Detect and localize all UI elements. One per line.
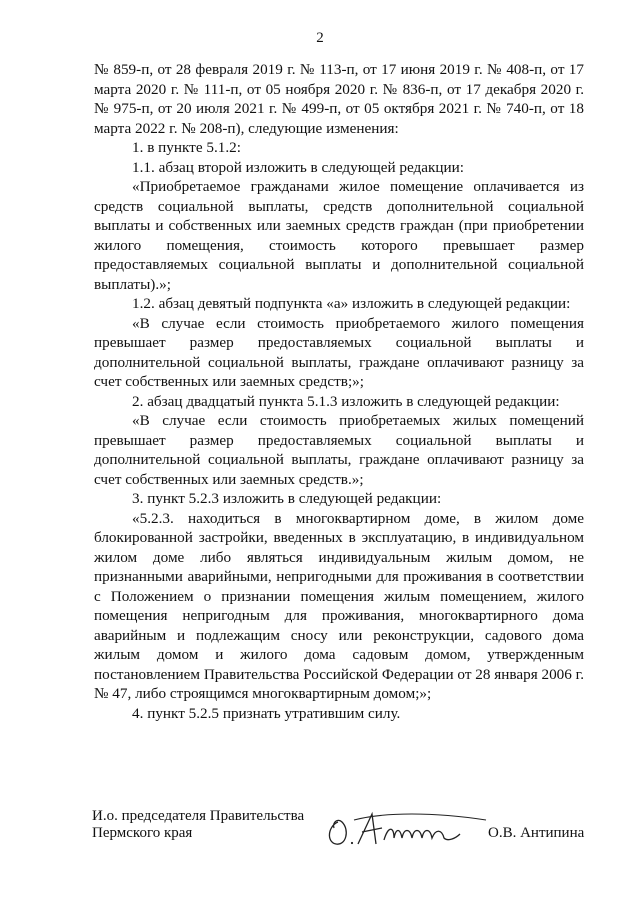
paragraph-quote-1-1: «Приобретаемое гражданами жилое помещение оплачивается из средств социальной выплаты, средств дополнительной социальной выплаты и собственных или заемных средств граждан (при приобретении жилого помещения, стоимость которого превышает размер предоставляемых социальной выплаты и дополнительной социальной выплаты).»; <box>94 178 584 293</box>
paragraph-quote-1-2: «В случае если стоимость приобретаемого жилого помещения превышает размер предоставляемых социальной выплаты и дополнительной социальной выплаты, граждане оплачивают разницу за счет собственных или заемных средств;»; <box>94 314 584 390</box>
paragraph-amendment-list: № 859-п, от 28 февраля 2019 г. № 113-п, от 17 июня 2019 г. № 408-п, от 17 марта 2020 г. № 111-п, от 05 ноября 2020 г. № 836-п, от 17 декабря 2020 г. № 975-п, от 20 июля 2021 г. № 499-п, от 05 октября 2021 г. № 740-п, от 18 марта 2022 г. № 208-п), следующие изменения: <box>94 61 584 137</box>
signer-name: О.В. Антипина <box>488 825 585 841</box>
signer-position-line: И.о. председателя Правительства <box>92 808 305 824</box>
page-number: 2 <box>316 30 324 46</box>
signature-block <box>92 808 592 858</box>
paragraph-item-2: 2. абзац двадцатый пункта 5.1.3 изложить в следующей редакции: <box>132 392 560 410</box>
paragraph-item-1-1: 1.1. абзац второй изложить в следующей редакции: <box>132 158 464 176</box>
paragraph-item-1: 1. в пункте 5.1.2: <box>132 139 241 156</box>
paragraph-item-1-2: 1.2. абзац девятый подпункта «а» изложить в следующей редакции: <box>132 295 571 312</box>
signer-position <box>92 808 304 842</box>
signer-region-line: Пермского края <box>92 825 193 841</box>
paragraph-item-4: 4. пункт 5.2.5 признать утратившим силу. <box>132 704 401 722</box>
paragraph-item-3: 3. пункт 5.2.3 изложить в следующей редакции: <box>132 490 442 507</box>
paragraph-quote-3: «5.2.3. находиться в многоквартирном доме, в жилом доме блокированной застройки, введенных в эксплуатацию, в индивидуальном жилом доме либо являться индивидуальным жилым домом, не признанными аварийными, непригодными для проживания в соответствии с Положением о признании помещения жилым помещением, жилого помещения непригодным для проживания, многоквартирного дома аварийным и подлежащим сносу или реконструкции, садового дома жилым домом и жилого дома садовым домом, утвержденным постановлением Правительства Российской Федерации от 28 января 2006 г. № 47, либо строящимся многоквартирным домом;»; <box>94 509 584 702</box>
handwritten-signature <box>324 808 489 850</box>
paragraph-quote-2: «В случае если стоимость приобретаемых жилых помещений превышает размер предоставляемых социальной выплаты и дополнительной социальной выплаты, граждане оплачивают разницу за счет собственных или заемных средств.»; <box>94 412 584 488</box>
document-body <box>94 60 584 723</box>
